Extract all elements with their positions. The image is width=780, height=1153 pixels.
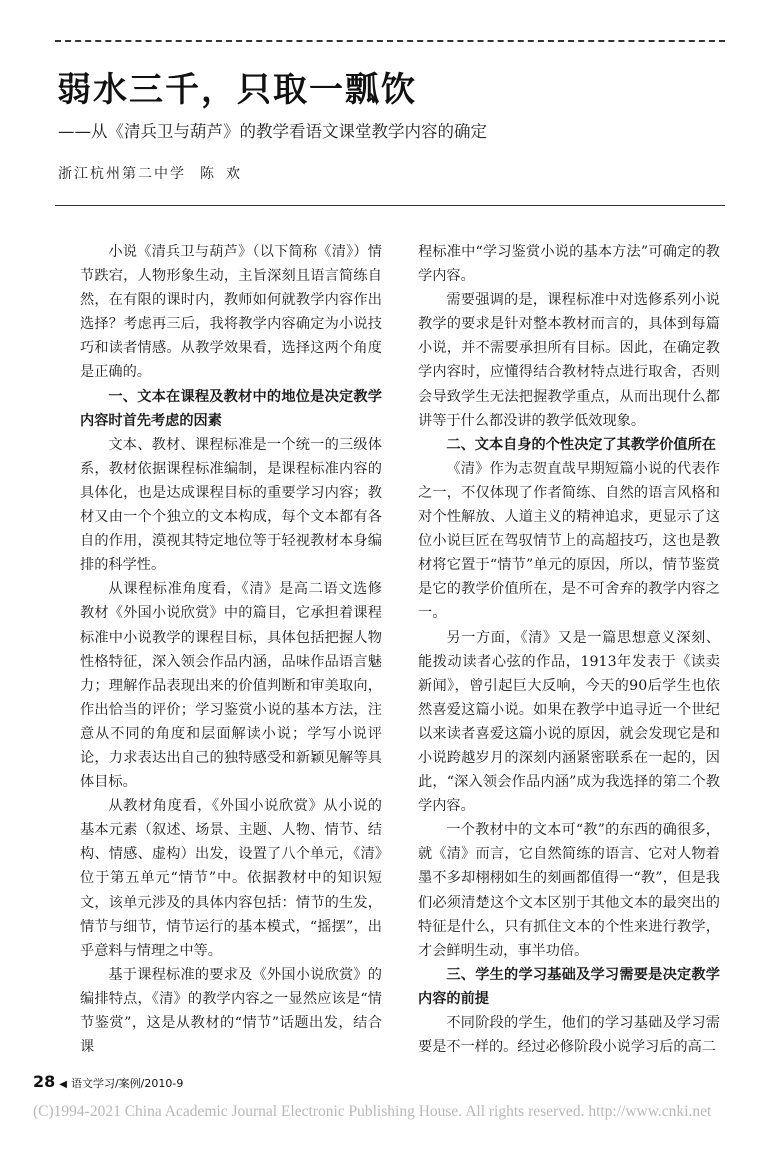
section-heading-2: 二、文本自身的个性决定了其教学价值所在	[446, 436, 716, 453]
paragraph: 需要强调的是，课程标准中对选修系列小说教学的要求是针对整本教材而言的，具体到每篇小说，并不需要承担所有目标。因此，在确定教学内容时，应懂得结合教材特点进行取舍，否则会导致学生无法把握教学重点，从而出现什么都讲等于什么都没讲的教学低效现象。	[418, 292, 720, 429]
left-column	[80, 240, 382, 1059]
paragraph-continued: 程标准中“学习鉴赏小说的基本方法”可确定的教学内容。	[418, 244, 720, 285]
top-dashed-rule	[55, 40, 725, 42]
section-heading-1: 一、文本在课程及教材中的地位是决定教学内容时首先考虑的因素	[80, 388, 382, 429]
paragraph: 从课程标准角度看，《清》是高二语文选修教材《外国小说欣赏》中的篇目，它承担着课程标准中小说教学的课程目标，具体包括把握人物性格特征，深入领会作品内涵，品味作品语言魅力；理解作品表现出来的价值判断和审美取向，作出恰当的评价；学习鉴赏小说的基本方法，注意从不同的角度和层面解读小说；学写小说评论，力求表达出自己的独特感受和新颖见解等具体目标。	[80, 581, 382, 791]
author-name: 陈欢	[200, 166, 252, 182]
journal-info: 语文学习/案例/2010-9	[70, 1077, 184, 1090]
header-rule	[55, 205, 725, 206]
paragraph: 《清》作为志贺直哉早期短篇小说的代表作之一，不仅体现了作者简练、自然的语言风格和对个性解放、人道主义的精神追求，更显示了这位小说巨匠在驾驭情节上的高超技巧，这也是教材将它置于“情节”单元的原因，所以，情节鉴赏是它的教学价值所在，是不可舍弃的教学内容之一。	[418, 460, 720, 622]
article-subtitle: ——从《清兵卫与葫芦》的教学看语文课堂教学内容的确定	[58, 122, 487, 141]
paragraph: 不同阶段的学生，他们的学习基础及学习需要是不一样的。经过必修阶段小说学习后的高二	[418, 1015, 720, 1056]
right-column	[418, 240, 720, 1059]
paragraph: 从教材角度看，《外国小说欣赏》从小说的基本元素（叙述、场景、主题、人物、情节、结构、情感、虚构）出发，设置了八个单元，《清》位于第五单元“情节”中。依据教材中的知识短文，该单元涉及的具体内容包括：情节的生发，情节与细节，情节运行的基本模式，“摇摆”，出乎意料与情理之中等。	[80, 798, 382, 959]
article-title: 弱水三千，只取一瓢饮	[57, 70, 417, 110]
paragraph: 文本、教材、课程标准是一个统一的三级体系，教材依据课程标准编制，是课程标准内容的具体化，也是达成课程目标的重要学习内容；教材又由一个个独立的文本构成，每个文本都有各自的作用，漠视其特定地位等于轻视教材本身编排的科学性。	[80, 436, 382, 574]
author-line	[58, 163, 252, 183]
copyright-watermark: (C)1994-2021 China Academic Journal Electronic Publishing House. All rights reserved. http://www.cnki.net	[33, 1103, 712, 1120]
paragraph: 基于课程标准的要求及《外国小说欣赏》的编排特点，《清》的教学内容之一显然应该是“情节鉴赏”，这是从教材的“情节”话题出发，结合课	[80, 966, 382, 1056]
author-affiliation: 浙江杭州第二中学	[58, 166, 186, 182]
paragraph: 小说《清兵卫与葫芦》（以下简称《清》）情节跌宕，人物形象生动，主旨深刻且语言简练自然，在有限的课时内，教师如何就教学内容作出选择？考虑再三后，我将教学内容确定为小说技巧和读者情感。从教学效果看，选择这两个角度是正确的。	[80, 244, 382, 381]
page-number: 28	[33, 1072, 56, 1091]
paragraph: 一个教材中的文本可“教”的东西的确很多，就《清》而言，它自然简练的语言、它对人物着墨不多却栩栩如生的刻画都值得一“教”，但是我们必须清楚这个文本区别于其他文本的最突出的特征是什么，只有抓住文本的个性来进行教学，才会鲜明生动，事半功倍。	[418, 822, 720, 959]
section-heading-3: 三、学生的学习基础及学习需要是决定教学内容的前提	[418, 966, 720, 1007]
paragraph: 另一方面，《清》又是一篇思想意义深刻、能拨动读者心弦的作品，1913年发表于《读卖新闻》，曾引起巨大反响，今天的90后学生也依然喜爱这篇小说。如果在教学中追寻近一个世纪以来读者喜爱这篇小说的原因，就会发现它是和小说跨越岁月的深刻内涵紧密联系在一起的，因此，“深入领会作品内涵”成为我选择的第二个教学内容。	[418, 629, 720, 815]
left-triangle-icon: ◀	[59, 1079, 67, 1090]
page-footer	[33, 1072, 183, 1091]
